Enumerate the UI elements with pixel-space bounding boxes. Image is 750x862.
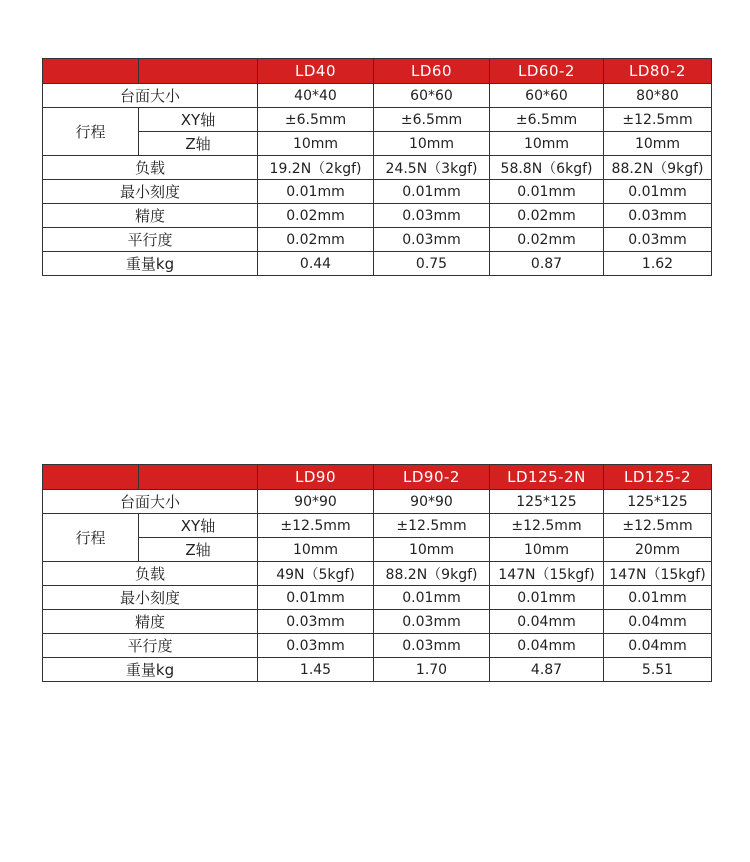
cell-value: 1.45 (258, 658, 374, 682)
header-row (43, 465, 712, 490)
cell-value: 10mm (490, 538, 604, 562)
table-row (43, 204, 712, 228)
row-label-table-size: 台面大小 (43, 84, 258, 108)
cell-value: 125*125 (604, 490, 712, 514)
row-sublabel-xy-axis: XY轴 (139, 108, 258, 132)
row-label-weight: 重量kg (43, 658, 258, 682)
cell-value: 40*40 (258, 84, 374, 108)
cell-value: 0.01mm (258, 586, 374, 610)
cell-value: 0.01mm (258, 180, 374, 204)
header-blank-cell (139, 59, 258, 84)
cell-value: 19.2N（2kgf) (258, 156, 374, 180)
cell-value: 0.03mm (604, 228, 712, 252)
row-label-min-scale: 最小刻度 (43, 586, 258, 610)
cell-value: 0.03mm (374, 204, 490, 228)
cell-value: ±12.5mm (490, 514, 604, 538)
header-blank-cell (43, 465, 139, 490)
cell-value: 5.51 (604, 658, 712, 682)
spec-table-2 (42, 464, 712, 682)
row-label-weight: 重量kg (43, 252, 258, 276)
cell-value: 0.87 (490, 252, 604, 276)
row-label-table-size: 台面大小 (43, 490, 258, 514)
cell-value: 0.02mm (490, 204, 604, 228)
table-row (43, 132, 712, 156)
cell-value: ±6.5mm (374, 108, 490, 132)
cell-value: 80*80 (604, 84, 712, 108)
cell-value: 10mm (604, 132, 712, 156)
cell-value: 0.04mm (490, 634, 604, 658)
cell-value: 0.03mm (258, 610, 374, 634)
cell-value: 0.04mm (604, 634, 712, 658)
cell-value: 0.03mm (374, 634, 490, 658)
table-row (43, 84, 712, 108)
model-header: LD90 (258, 465, 374, 490)
row-label-parallelism: 平行度 (43, 228, 258, 252)
cell-value: 147N（15kgf) (604, 562, 712, 586)
cell-value: 0.02mm (258, 228, 374, 252)
table-row (43, 634, 712, 658)
table-row (43, 658, 712, 682)
row-label-travel: 行程 (43, 108, 139, 156)
table-row (43, 156, 712, 180)
cell-value: 0.75 (374, 252, 490, 276)
cell-value: 60*60 (374, 84, 490, 108)
cell-value: 0.02mm (490, 228, 604, 252)
cell-value: 90*90 (258, 490, 374, 514)
cell-value: 58.8N（6kgf) (490, 156, 604, 180)
cell-value: ±6.5mm (490, 108, 604, 132)
table-row (43, 538, 712, 562)
cell-value: 60*60 (490, 84, 604, 108)
header-row (43, 59, 712, 84)
cell-value: 10mm (490, 132, 604, 156)
cell-value: 0.01mm (490, 180, 604, 204)
cell-value: 10mm (374, 132, 490, 156)
cell-value: ±12.5mm (604, 514, 712, 538)
cell-value: 0.01mm (604, 180, 712, 204)
row-label-load: 负载 (43, 562, 258, 586)
cell-value: 0.03mm (258, 634, 374, 658)
table-row (43, 586, 712, 610)
table-row (43, 610, 712, 634)
cell-value: 10mm (374, 538, 490, 562)
model-header: LD80-2 (604, 59, 712, 84)
cell-value: 0.44 (258, 252, 374, 276)
row-sublabel-z-axis: Z轴 (139, 132, 258, 156)
model-header: LD90-2 (374, 465, 490, 490)
cell-value: 88.2N（9kgf) (604, 156, 712, 180)
cell-value: 49N（5kgf) (258, 562, 374, 586)
row-label-parallelism: 平行度 (43, 634, 258, 658)
row-label-accuracy: 精度 (43, 610, 258, 634)
cell-value: ±12.5mm (374, 514, 490, 538)
cell-value: 0.04mm (490, 610, 604, 634)
cell-value: 1.70 (374, 658, 490, 682)
model-header: LD125-2 (604, 465, 712, 490)
cell-value: 0.01mm (374, 586, 490, 610)
cell-value: ±12.5mm (604, 108, 712, 132)
cell-value: 10mm (258, 538, 374, 562)
row-sublabel-xy-axis: XY轴 (139, 514, 258, 538)
table-row (43, 228, 712, 252)
model-header: LD40 (258, 59, 374, 84)
spec-table-1 (42, 58, 712, 276)
header-blank-cell (139, 465, 258, 490)
cell-value: 0.03mm (374, 610, 490, 634)
table-row (43, 490, 712, 514)
table-row (43, 108, 712, 132)
cell-value: 0.01mm (490, 586, 604, 610)
cell-value: 20mm (604, 538, 712, 562)
cell-value: 1.62 (604, 252, 712, 276)
cell-value: 0.01mm (374, 180, 490, 204)
cell-value: 0.03mm (374, 228, 490, 252)
row-label-travel: 行程 (43, 514, 139, 562)
table-row (43, 252, 712, 276)
header-blank-cell (43, 59, 139, 84)
cell-value: 0.02mm (258, 204, 374, 228)
cell-value: 24.5N（3kgf) (374, 156, 490, 180)
model-header: LD125-2N (490, 465, 604, 490)
cell-value: ±12.5mm (258, 514, 374, 538)
row-sublabel-z-axis: Z轴 (139, 538, 258, 562)
cell-value: 10mm (258, 132, 374, 156)
table-row (43, 180, 712, 204)
table-row (43, 562, 712, 586)
model-header: LD60 (374, 59, 490, 84)
cell-value: 88.2N（9kgf) (374, 562, 490, 586)
cell-value: 0.04mm (604, 610, 712, 634)
table-row (43, 514, 712, 538)
cell-value: 147N（15kgf) (490, 562, 604, 586)
row-label-accuracy: 精度 (43, 204, 258, 228)
cell-value: ±6.5mm (258, 108, 374, 132)
row-label-load: 负载 (43, 156, 258, 180)
cell-value: 125*125 (490, 490, 604, 514)
row-label-min-scale: 最小刻度 (43, 180, 258, 204)
cell-value: 4.87 (490, 658, 604, 682)
model-header: LD60-2 (490, 59, 604, 84)
cell-value: 90*90 (374, 490, 490, 514)
cell-value: 0.03mm (604, 204, 712, 228)
cell-value: 0.01mm (604, 586, 712, 610)
